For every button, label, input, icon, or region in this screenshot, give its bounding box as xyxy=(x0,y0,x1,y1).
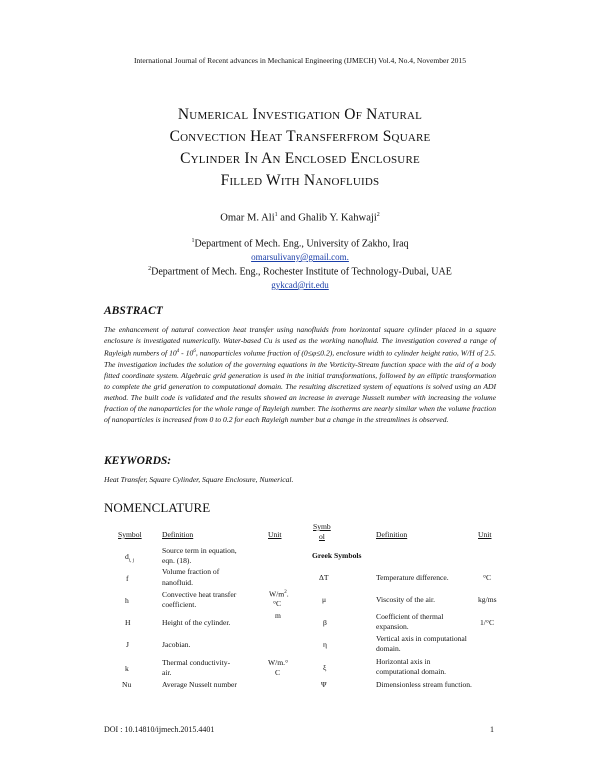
symbol-text: ΔT xyxy=(319,573,329,582)
unit-text: . xyxy=(286,589,289,599)
symbol-text: Ψ xyxy=(321,680,327,689)
definition-line: air. xyxy=(162,668,172,677)
email-link[interactable]: omarsulivany@gmail.com. xyxy=(251,252,349,262)
affiliation xyxy=(0,266,600,277)
author-name: Omar M. Ali xyxy=(220,212,275,224)
nomenclature-heading: NOMENCLATURE xyxy=(104,500,211,515)
symbol-text: η xyxy=(323,640,327,649)
unit-cell xyxy=(269,588,289,600)
definition-line: Height of the cylinder. xyxy=(162,618,231,627)
doi-footer: DOI : 10.14810/ijmech.2015.4401 xyxy=(104,725,215,734)
definition-line: Viscosity of the air. xyxy=(376,595,436,604)
definition-line: nanofluid. xyxy=(162,578,194,587)
affiliation xyxy=(0,238,600,249)
title-line: Numerical Investigation Of Natural xyxy=(177,106,423,123)
abstract-text: - 10 xyxy=(179,348,194,358)
abstract-body xyxy=(104,324,496,425)
definition-line: Thermal conductivity- xyxy=(162,658,231,667)
definition-line: Coefficient of thermal xyxy=(376,612,444,621)
author-affiliation-mark: 2 xyxy=(376,212,380,218)
col-header-definition: Definition xyxy=(162,530,194,539)
symbol-text: k xyxy=(125,664,129,673)
author-name: Ghalib Y. Kahwaji xyxy=(298,212,377,224)
unit-text: C xyxy=(275,668,281,677)
unit-text: °C xyxy=(273,599,282,608)
email-link[interactable]: gykcad@rit.edu xyxy=(271,280,329,290)
symbol-text: J xyxy=(126,640,129,649)
greek-symbols-heading: Greek Symbols xyxy=(312,551,362,560)
abstract-text: The enhancement of natural convection heat transfer using nanofluids from horizontal square cylinder placed in a square enclosure is investigated numerically. Water-based Cu is used as the working nanofluid. The investigation covered a range of Rayleigh numbers of 10 xyxy=(104,325,496,358)
symbol-text: μ xyxy=(322,595,327,604)
affiliation-text: Department of Mech. Eng., Rochester Institute of Technology-Dubai, UAE xyxy=(151,266,452,278)
symbol-text: Nu xyxy=(122,680,132,689)
unit-exponent: 2 xyxy=(284,590,287,595)
affiliation-mark: 2 xyxy=(148,266,152,272)
col-header-unit-2: Unit xyxy=(478,530,492,539)
keywords-text: Heat Transfer, Square Cylinder, Square Enclosure, Numerical. xyxy=(104,475,294,484)
definition-line: Source term in equation, xyxy=(162,546,237,555)
definition-line: computational domain. xyxy=(376,667,447,676)
definition-line: Vertical axis in computational xyxy=(376,634,467,643)
col-header-symbol-2b: ol xyxy=(319,532,325,541)
col-header-symbol: Symbol xyxy=(118,530,142,539)
title-line: Filled With Nanofluids xyxy=(220,172,380,189)
affiliation-text: Department of Mech. Eng., University of Zakho, Iraq xyxy=(194,238,409,250)
definition-line: Convective heat transfer xyxy=(162,590,237,599)
definition-line: coefficient. xyxy=(162,600,197,609)
definition-line: eqn. (18). xyxy=(162,556,192,565)
abstract-heading: ABSTRACT xyxy=(104,305,163,317)
page-number: 1 xyxy=(490,725,494,734)
author-list xyxy=(0,212,600,224)
unit-text: m xyxy=(275,611,281,620)
paper-title xyxy=(90,104,510,192)
col-header-unit: Unit xyxy=(268,530,282,539)
unit-text: W/m xyxy=(269,589,285,599)
symbol-text: d xyxy=(125,552,129,561)
author-separator: and xyxy=(277,212,299,224)
symbol-text: ξ xyxy=(323,663,327,672)
exponent: 6 xyxy=(193,349,196,354)
definition-line: Temperature difference. xyxy=(376,573,449,582)
definition-line: Horizontal axis in xyxy=(376,657,431,666)
title-line: Convection Heat Transferfrom Square xyxy=(169,128,431,145)
unit-text: 1/°C xyxy=(480,618,495,627)
keywords-heading: KEYWORDS: xyxy=(104,455,172,467)
exponent: 4 xyxy=(176,349,180,354)
definition-line: Volume fraction of xyxy=(162,567,220,576)
symbol-text: h xyxy=(125,596,129,605)
col-header-symbol-2a: Symb xyxy=(313,522,331,531)
title-line: Cylinder In An Enclosed Enclosure xyxy=(180,150,420,167)
definition-line: Average Nusselt number xyxy=(162,680,237,689)
symbol-cell xyxy=(125,552,134,567)
symbol-text: H xyxy=(125,618,131,627)
abstract-text: , nanoparticles volume fraction of (0≤φ≤0.2), enclosure width to cylinder height ratio, W/H of 2.5. The investigation includes the solution of the governing equations in the Vorticity-Stream function space with the aid of a body fitted coordinate system. Algebraic grid generation is used in the initial transformations, followed by an elliptic transformation to complete the grid generation to computational domain. The resulting discretized system of equations is solved using an ADI method. The built code is validated and the results showed an increase in average Nusselt number with increasing the volume fraction of the nanoparticles for the whole range of Rayleigh number. The isotherms are nearly similar when the volume fraction of nanoparticles is increased from 0 to 0.2 for each Rayleigh number but a change in the streamlines is observed. xyxy=(104,348,497,424)
col-header-definition-2: Definition xyxy=(376,530,408,539)
symbol-text: f xyxy=(126,574,129,583)
unit-text: kg/ms xyxy=(478,595,497,604)
definition-line: domain. xyxy=(376,644,401,653)
unit-text: W/m.° xyxy=(268,658,289,667)
journal-header: International Journal of Recent advances in Mechanical Engineering (IJMECH) Vol.4, No.4, November 2015 xyxy=(133,56,467,65)
unit-text: °C xyxy=(483,573,492,582)
author-affiliation-mark: 1 xyxy=(274,212,278,218)
definition-line: Dimensionless stream function. xyxy=(376,680,472,689)
symbol-subscript: i, j xyxy=(128,558,135,564)
definition-line: Jacobian. xyxy=(162,640,191,649)
symbol-text: β xyxy=(323,618,327,627)
affiliation-mark: 1 xyxy=(191,238,195,244)
definition-line: expansion. xyxy=(376,622,409,631)
